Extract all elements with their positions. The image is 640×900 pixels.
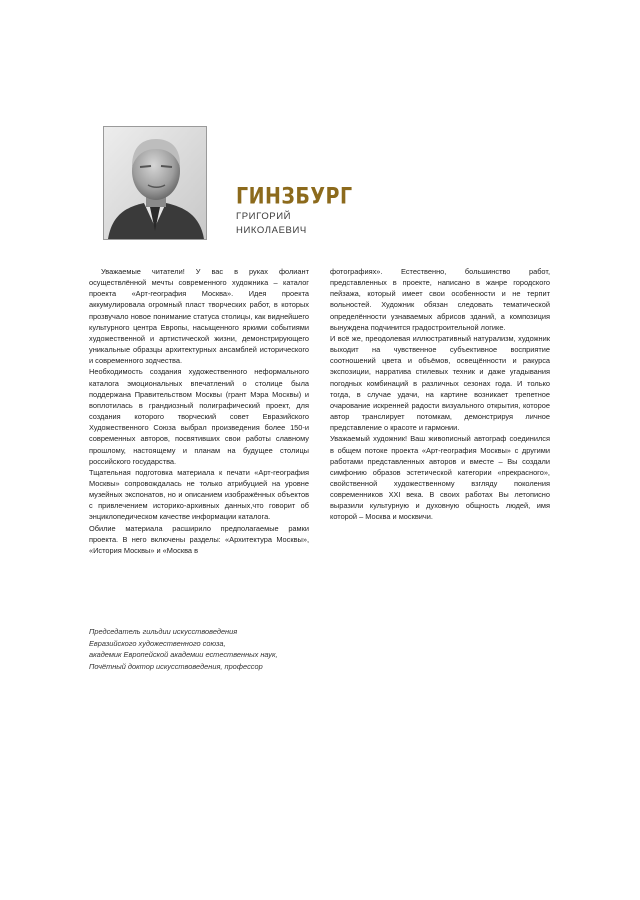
signature-line: академик Европейской академии естественных наук,	[89, 650, 278, 659]
paragraph: Тщательная подготовка материала к печати «Арт-география Москвы» сопровождалась не только атрибуцией на уровне музейных экспонатов, но и описанием изображённых объектов с привлечением историко-архивных данных,что говорит об энциклопедическом качестве информации каталога.	[89, 467, 309, 522]
author-surname: ГИНЗБУРГ	[236, 184, 353, 210]
paragraph: Обилие материала расширило предполагаемые рамки проекта. В него включены разделы: «Архитектура Москвы», «История Москвы» и «Москва в	[89, 523, 309, 555]
text-column-right	[330, 266, 550, 523]
signature-line: Почётный доктор искусствоведения, профессор	[89, 661, 263, 671]
author-portrait	[103, 126, 207, 240]
text-column-left	[89, 266, 309, 556]
paragraph: фотографиях». Естественно, большинство работ, представленных в проекте, написано в жанре городского пейзажа, который имеет свои особенности и не терпит вольностей. Художник обязан следовать тематической определённости узнаваемых абрисов зданий, а композиция вынуждена подчинится градостроительной логике.	[330, 267, 550, 332]
signature-line: Евразийского художественного союза,	[89, 638, 226, 648]
author-signature	[89, 626, 349, 672]
author-first-name: ГРИГОРИЙ	[236, 211, 292, 222]
signature-line: Председатель гильдии искусствоведения	[89, 627, 238, 636]
author-given-names	[236, 210, 353, 238]
paragraph: Уважаемый художник! Ваш живописный автограф соединился в общем потоке проекта «Арт-география Москвы» с другими работами представленных авторов и вместе – Вы создали симфонию образов эстетической категории «прекрасного», свойственной художественному взгляду поколения современников XXI века. В своих работах Вы летописно выразили культурную и духовную общность людей, имя которой – Москва и москвичи.	[330, 434, 550, 522]
author-patronymic: НИКОЛАЕВИЧ	[236, 225, 307, 236]
paragraph: Уважаемые читатели! У вас в руках фолиант осуществлённой мечты современного художника – каталог проекта «Арт-география Москва». Идея проекта аккумулировала огромный пласт творческих работ, в которых прозвучало новое понимание статуса столицы, как виднейшего культурного центра Европы, насыщенного яркими событиями художественной и артистической жизни, демонстрирующего уникальные образцы архитектурных ансамблей исторического и современного зодчества.	[89, 267, 309, 366]
paragraph: Необходимость создания художественного неформального каталога эмоциональных впечатлений о столице была поддержана Правительством Москвы (грант Мэра Москвы) и воплотилась в грандиозный полиграфический проект, для создания которого творческий совет Евразийского Художественного Союза выбрал произведения более 150-и современных авторов, посвятивших свои работы славному прошлому, настоящему и планам на будущее столицы российского государства.	[89, 367, 309, 466]
portrait-photo	[104, 127, 206, 239]
paragraph: И всё же, преодолевая иллюстративный натурализм, художник выходит на чувственное субъективное восприятие соотношений цвета и объёмов, освещённости и ракурса экспозиции, нарратива стилевых техник и даже угадывания погодных комбинаций в различных сезонах года. И только тогда, в случае удачи, на картине возникает трепетное очарование искренней радости визуального открытия, которое автор транслирует потомкам, демонстрируя личное представление о красоте и гармонии.	[330, 333, 550, 433]
author-name-block	[236, 184, 353, 238]
